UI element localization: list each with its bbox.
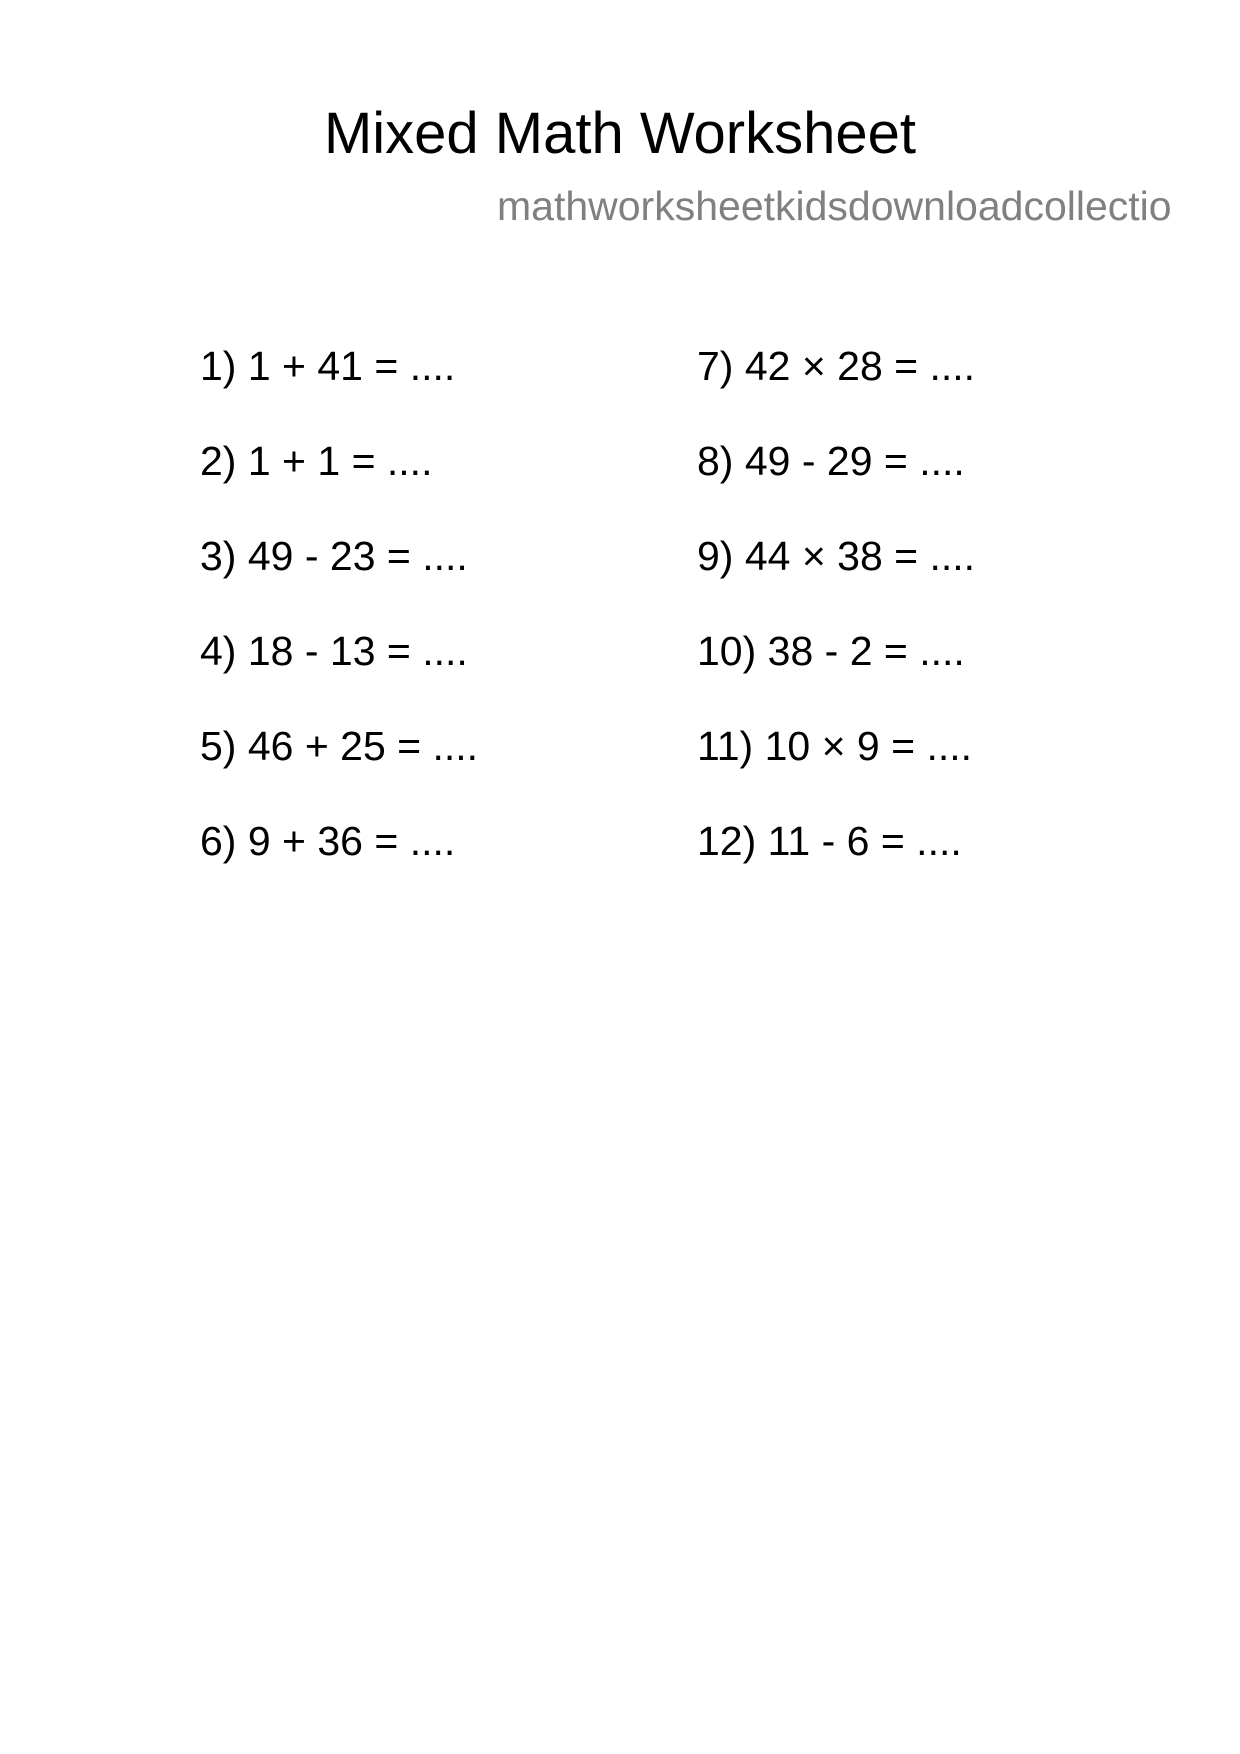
problem-column-right <box>697 342 975 912</box>
watermark-text: mathworksheetkidsdownloadcollectio <box>497 183 1172 229</box>
problem-8: 8) 49 - 29 = .... <box>697 438 965 484</box>
problem-2: 2) 1 + 1 = .... <box>200 438 433 484</box>
problem-6: 6) 9 + 36 = .... <box>200 818 456 864</box>
problem-1: 1) 1 + 41 = .... <box>200 343 456 389</box>
problem-12: 12) 11 - 6 = .... <box>697 818 962 864</box>
problem-10: 10) 38 - 2 = .... <box>697 628 965 674</box>
problem-3: 3) 49 - 23 = .... <box>200 533 468 579</box>
problem-5: 5) 46 + 25 = .... <box>200 723 479 769</box>
problem-11: 11) 10 × 9 = .... <box>697 723 973 769</box>
problem-9: 9) 44 × 38 = .... <box>697 533 976 579</box>
problem-7: 7) 42 × 28 = .... <box>697 343 976 389</box>
problem-4: 4) 18 - 13 = .... <box>200 628 468 674</box>
problem-column-left <box>200 342 478 912</box>
page-title: Mixed Math Worksheet <box>323 101 917 166</box>
